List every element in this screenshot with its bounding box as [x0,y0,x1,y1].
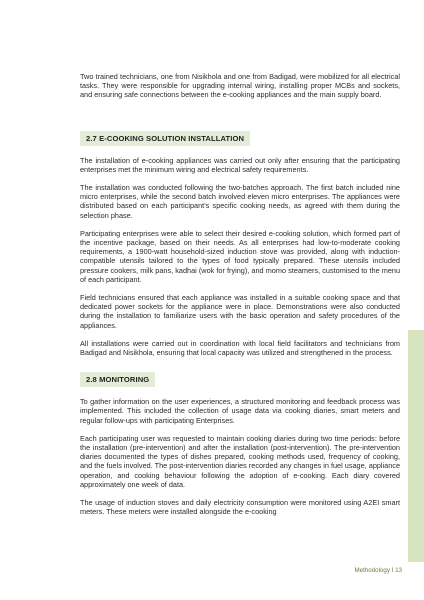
monitoring-paragraph-2: Each participating user was requested to maintain cooking diaries during two time periods: before the installation (pre-intervention) and after the installation (post-intervention). The pre-intervention diaries documented the types of dishes prepared, cooking methods used, frequency of cooking, and the fuels involved. The post-intervention diaries recorded any changes in fuel usage, appliance operation, and cooking behaviour following the adoption of e-cooking. Each diary covered approximately one week of data. [80,433,400,489]
monitoring-paragraph-3: The usage of induction stoves and daily electricity consumption were monitored using A2EI smart meters. These meters were installed alongside the e-cooking [80,498,400,517]
section-heading-monitoring: 2.8 MONITORING [80,372,155,387]
page-footer: Methodology I 13 [354,567,402,574]
installation-paragraph-5: All installations were carried out in coordination with local field facilitators and technicians from Badigad and Nisikhola, ensuring that local capacity was utilized and strengthened in the process. [80,338,400,358]
intro-paragraph: Two trained technicians, one from Nisikhola and one from Badigad, were mobilized for all electrical tasks. They were responsible for upgrading internal wiring, installing proper MCBs and sockets, and ensuring safe connections between the e-cooking appliances and the main supply board. [80,72,400,100]
side-color-tab [408,330,424,562]
page-content [80,72,400,526]
installation-paragraph-4: Field technicians ensured that each appliance was installed in a suitable cooking space and that dedicated power sockets for the appliance were in place. Demonstrations were also conducted during the installation to familiarize users with the basic operation and safety procedures of the appliances. [80,293,400,330]
monitoring-paragraph-1: To gather information on the user experiences, a structured monitoring and feedback process was implemented. This included the collection of usage data via cooking diaries, smart meters and regular follow-ups with participating Enterprises. [80,397,400,425]
installation-paragraph-3: Participating enterprises were able to select their desired e-cooking solution, which formed part of the incentive package, based on their needs. As all enterprises had low-to-moderate cooking requirements, a 1900-watt household-sized induction stove was provided, along with induction-compatible utensils tailored to the types of food typically prepared. These utensils included pressure cookers, milk pans, kadhai (wok for frying), and momo steamers, customised to the menu of each participant. [80,228,400,284]
installation-paragraph-2: The installation was conducted following the two-batches approach. The first batch included nine micro enterprises, while the second batch involved eleven micro enterprises. The appliances were distributed based on each participant’s specific cooking needs, as agreed with them during the selection phase. [80,183,400,220]
section-heading-installation: 2.7 E-COOKING SOLUTION INSTALLATION [80,131,250,146]
installation-paragraph-1: The installation of e-cooking appliances was carried out only after ensuring that the participating enterprises met the minimum wiring and electrical safety requirements. [80,155,400,174]
